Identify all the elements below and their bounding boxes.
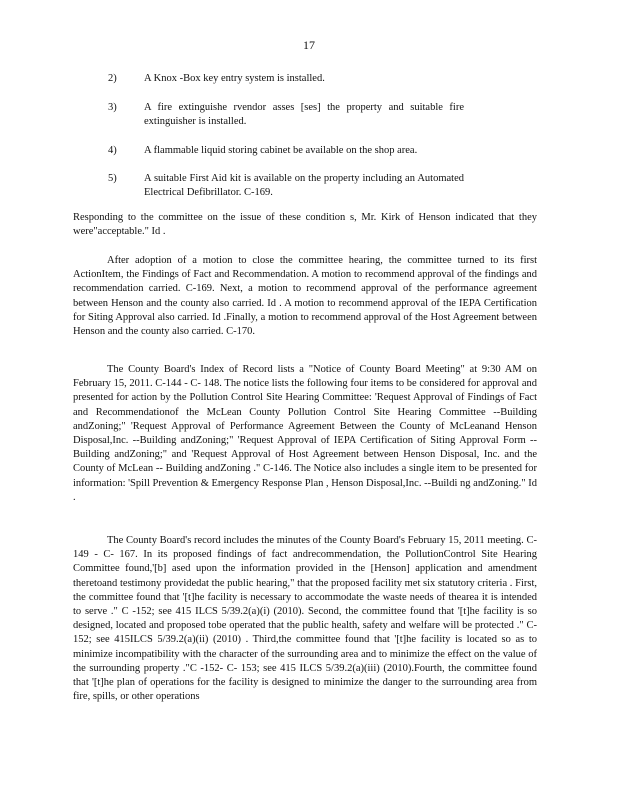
list-item-number: 5) — [108, 173, 117, 184]
list-item-text: A fire extinguishe rvendor asses [ses] the property and suitable fire extinguisher is installed. — [144, 102, 464, 128]
paragraph: The County Board's Index of Record lists a "Notice of County Board Meeting" at 9:30 AM on February 15, 2011. C-144 - C- 148. The notice lists the following four items to be considered for approval and presented for action by the Pollution Control Site Hearing Committee: 'Request Approval of Findings of Fact and Recommendationof the McLean County Pollution Control Site Hearing Committee --Building andZoning;" 'Request Approval of Performance Agreement Between the County of McLeanand Henson Disposal,Inc. --Building andZoning;" 'Request Approval of IEPA Certification of Siting Approval Form --Building andZoning;" and 'Request Approval of Host Agreement between Henson Disposal, Inc. and the County of McLean -- Building andZoning ." C-146. The Notice also includes a single item to be presented for information: 'Spill Prevention & Emergency Response Plan , Henson Disposal,Inc. --Buildi ng andZoning." Id . — [73, 364, 537, 503]
paragraph: The County Board's record includes the minutes of the County Board's February 15, 2011 meeting. C-149 - C- 167. In its proposed findings of fact andrecommendation, the PollutionControl Site Hearing Committee found,'[b] ased upon the information provided in the [Henson] application and amendment theretoand testimony providedat the public hearing," that the proposed facility met six statutory criteria . First, the committee found that '[t]he facility is necessary to accommodate the waste needs of thearea it is intended to serve ." C -152; see 415 ILCS 5/39.2(a)(i) (2010). Second, the committee found that '[t]he facility is so designed, located and proposed tobe operated that the public health, safety and welfare will be protected ." C-152; see 415ILCS 5/39.2(a)(ii) (2010) . Third,the committee found that '[t]he facility is located so as to minimize incompatibility with the character of the surrounding area and to minimize the effect on the value of the surrounding property ."C -152- C- 153; see 415 ILCS 5/39.2(a)(iii) (2010).Fourth, the committee found that '[t]he plan of operations for the facility is designed to minimize the danger to the surrounding area from fire, spills, or other operations — [73, 535, 537, 703]
paragraph: After adoption of a motion to close the committee hearing, the committee turned to its first ActionItem, the Findings of Fact and Recommendation. A motion to recommend approval of the findings and recommendation carried. C-169. Next, a motion to recommend approval of the performance agreement between Henson and the county also carried. Id . A motion to recommend approval of the IEPA Certification for Siting Approval also carried. Id .Finally, a motion to recommend approval of the Host Agreement between Henson and the county also carried. C-170. — [73, 255, 537, 338]
page-number: 17 — [303, 38, 315, 52]
list-item-number: 4) — [108, 145, 117, 156]
list-item-text: A flammable liquid storing cabinet be available on the shop area. — [144, 145, 418, 156]
list-item-text: A Knox -Box key entry system is installed. — [144, 73, 325, 84]
list-item-text: A suitable First Aid kit is available on the property including an Automated Electrical Defibrillator. C-169. — [144, 173, 464, 199]
paragraph: Responding to the committee on the issue of these condition s, Mr. Kirk of Henson indicated that they were"acceptable." Id . — [73, 212, 537, 238]
list-item-number: 3) — [108, 102, 117, 113]
list-item-number: 2) — [108, 73, 117, 84]
